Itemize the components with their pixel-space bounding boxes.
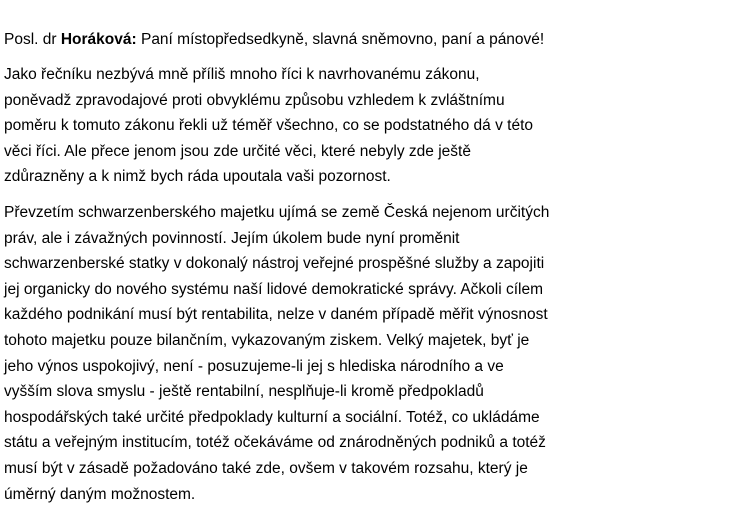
speaker-text: Paní místopředsedkyně, slavná sněmovno, paní a pánové!	[136, 31, 545, 48]
paragraph-line: poněvadž zpravodajové proti obvyklému způsobu vzhledem k zvláštnímu	[4, 91, 505, 109]
speaker-prefix: Posl. dr	[4, 31, 61, 48]
paragraph-line: práv, ale i závažných povinností. Jejím úkolem bude nyní proměnit	[4, 229, 460, 247]
paragraph-line: jeho výnos uspokojivý, není - posuzujeme-li jej s hlediska národního a ve	[4, 357, 504, 375]
paragraph-line: jej organicky do nového systému naší lidové demokratické správy. Ačkoli cílem	[4, 280, 544, 298]
paragraph-line: státu a veřejným institucím, totéž očekáváme od znárodněných podniků a totéž	[4, 434, 546, 452]
speaker-line	[4, 27, 544, 53]
paragraph-line: musí být v zásadě požadováno také zde, ovšem v takovém rozsahu, který je	[4, 459, 528, 477]
paragraph-line: zdůrazněny a k nimž bych ráda upoutala vaši pozornost.	[4, 168, 391, 186]
paragraph-line: vyšším slova smyslu - ještě rentabilní, nesplňuje-li kromě předpokladů	[4, 383, 484, 401]
speaker-name: Horáková:	[60, 31, 137, 48]
paragraph-line: poměru k tomuto zákonu řekli už téměř všechno, co se podstatného dá v této	[4, 117, 534, 135]
paragraph-line: tohoto majetku pouze bilančním, vykazovaným ziskem. Velký majetek, byť je	[4, 331, 530, 349]
paragraph-line: schwarzenberské statky v dokonalý nástroj veřejné prospěšné služby a zapojiti	[4, 255, 545, 273]
paragraph-line: Jako řečníku nezbývá mně příliš mnoho říci k navrhovanému zákonu,	[4, 66, 480, 83]
paragraph-line: úměrný daným možnostem.	[4, 485, 196, 503]
paragraph-2	[4, 200, 549, 507]
paragraph-line: každého podnikání musí být rentabilita, nelze v daném případě měřit výnosnost	[4, 306, 548, 324]
paragraph-1	[4, 62, 533, 190]
paragraph-line: Převzetím schwarzenberského majetku ujímá se země Česká nejenom určitých	[4, 204, 550, 221]
paragraph-line: věci říci. Ale přece jenom jsou zde určité věci, které nebyly zde ještě	[4, 142, 471, 160]
paragraph-line: hospodářských také určité předpoklady kulturní a sociální. Totéž, co ukládáme	[4, 408, 540, 426]
